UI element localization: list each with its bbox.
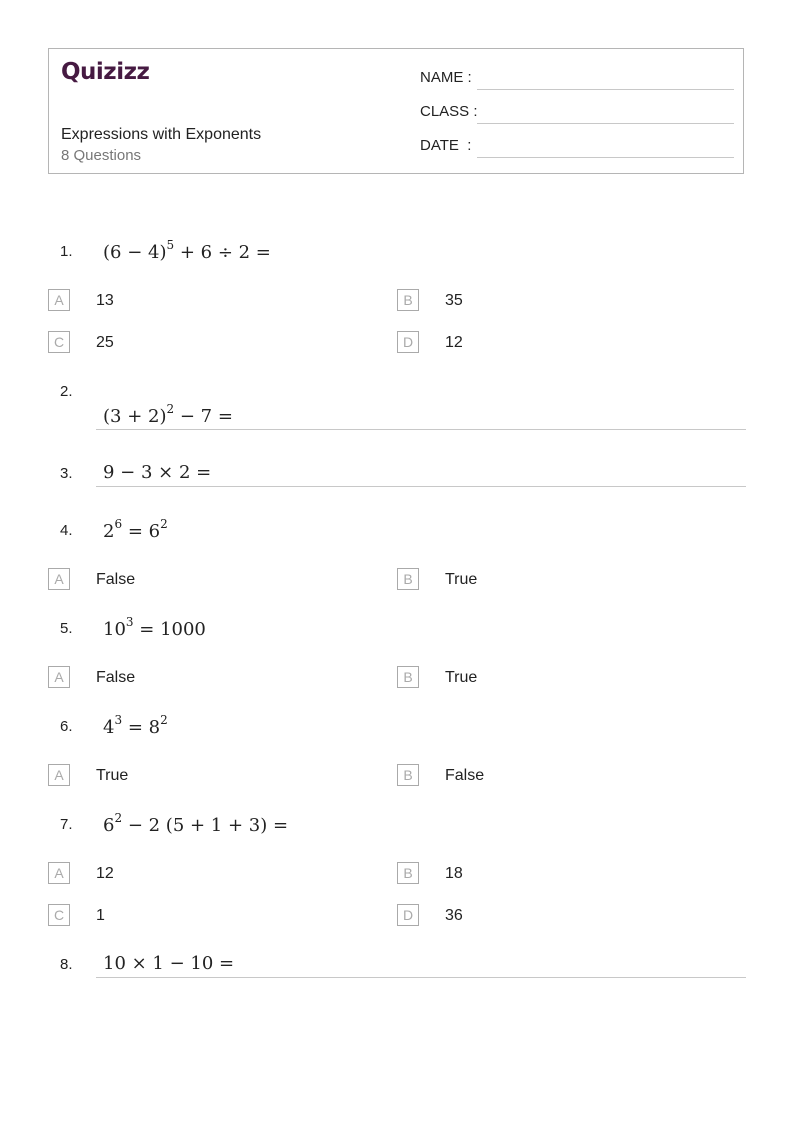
question-number: 3. <box>60 465 73 482</box>
option-c-box[interactable]: C <box>48 904 70 926</box>
question-expression: $10^3 = 1000$ <box>103 615 206 640</box>
option-b-box[interactable]: B <box>397 568 419 590</box>
class-field[interactable] <box>420 103 734 125</box>
option-c-text[interactable]: 1 <box>96 907 105 924</box>
option-a-text[interactable]: 13 <box>96 292 114 309</box>
option-a-text[interactable]: 12 <box>96 865 114 882</box>
option-d-box[interactable]: D <box>397 331 419 353</box>
option-a-box[interactable]: A <box>48 568 70 590</box>
option-b-text[interactable]: 18 <box>445 865 463 882</box>
question-expression: $2^6 = 6^2$ <box>103 517 168 542</box>
question-expression: $(6 - 4)^5 + 6 \div 2$ = <box>103 238 271 263</box>
option-b-text[interactable]: 35 <box>445 292 463 309</box>
option-a-text[interactable]: False <box>96 571 136 588</box>
answer-line[interactable] <box>96 429 746 430</box>
option-c-box[interactable]: C <box>48 331 70 353</box>
question-expression: $4^3 = 8^2$ <box>103 713 168 738</box>
quizizz-logo: Quizizz <box>61 59 150 85</box>
option-b-text[interactable]: False <box>445 767 485 784</box>
class-line[interactable] <box>477 123 734 124</box>
date-line[interactable] <box>477 157 734 158</box>
option-d-text[interactable]: 36 <box>445 907 463 924</box>
option-a-box[interactable]: A <box>48 862 70 884</box>
date-field[interactable] <box>420 137 734 159</box>
question-number: 5. <box>60 620 73 637</box>
option-a-box[interactable]: A <box>48 666 70 688</box>
answer-line[interactable] <box>96 977 746 978</box>
option-a-text[interactable]: False <box>96 669 136 686</box>
worksheet-header <box>48 48 744 174</box>
question-number: 1. <box>60 243 73 260</box>
question-number: 8. <box>60 956 73 973</box>
question-number: 7. <box>60 816 73 833</box>
answer-line[interactable] <box>96 486 746 487</box>
option-b-box[interactable]: B <box>397 666 419 688</box>
option-a-text[interactable]: True <box>96 767 129 784</box>
option-b-text[interactable]: True <box>445 669 478 686</box>
name-line[interactable] <box>477 89 734 90</box>
worksheet-title: Expressions with Exponents <box>61 126 262 143</box>
option-a-box[interactable]: A <box>48 289 70 311</box>
option-b-text[interactable]: True <box>445 571 478 588</box>
name-field[interactable] <box>420 69 734 91</box>
question-expression: 9 − 3 × 2 = <box>103 462 212 483</box>
option-d-box[interactable]: D <box>397 904 419 926</box>
question-expression: 10 × 1 − 10 = <box>103 953 235 974</box>
class-label: CLASS : <box>420 103 478 120</box>
option-b-box[interactable]: B <box>397 862 419 884</box>
question-number: 2. <box>60 383 73 400</box>
option-b-box[interactable]: B <box>397 289 419 311</box>
option-c-text[interactable]: 25 <box>96 334 114 351</box>
option-d-text[interactable]: 12 <box>445 334 463 351</box>
question-expression: $6^2 - 2$ (5 + 1 + 3) = <box>103 811 289 836</box>
option-b-box[interactable]: B <box>397 764 419 786</box>
question-number: 6. <box>60 718 73 735</box>
date-label: DATE : <box>420 137 472 154</box>
name-label: NAME : <box>420 69 472 86</box>
question-number: 4. <box>60 522 73 539</box>
question-count: 8 Questions <box>61 147 142 164</box>
question-expression: $(3 + 2)^2 - 7$ = <box>103 402 233 427</box>
option-a-box[interactable]: A <box>48 764 70 786</box>
